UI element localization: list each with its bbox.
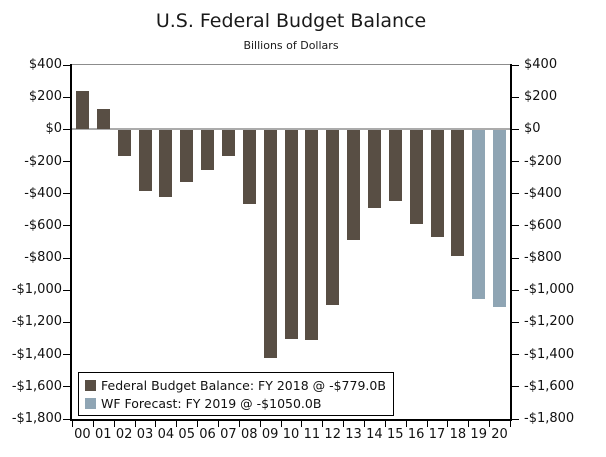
x-tick-label-06: 06 <box>199 427 216 442</box>
plot-top-border <box>72 64 510 65</box>
y-tick-label-right: $400 <box>524 57 558 72</box>
y-tick-label-left: $400 <box>28 57 62 72</box>
x-tick-label-14: 14 <box>366 427 383 442</box>
bar-federal-budget-balance-16 <box>410 130 423 224</box>
legend <box>78 372 394 416</box>
legend-label-forecast: WF Forecast: FY 2019 @ -$1050.0B <box>101 395 322 411</box>
y-tick-label-right: -$200 <box>524 153 562 169</box>
y-tick-label-right: -$600 <box>524 217 562 233</box>
y-tick-left <box>63 97 70 98</box>
y-tick-right <box>512 129 519 130</box>
bar-federal-budget-balance-15 <box>389 130 402 200</box>
y-tick-label-right: -$1,800 <box>524 411 575 426</box>
y-tick-label-right: -$1,000 <box>524 282 575 298</box>
y-tick-left <box>63 386 70 387</box>
x-tick-label-17: 17 <box>428 427 446 442</box>
x-tick <box>510 421 511 427</box>
y-tick-left <box>63 290 70 291</box>
x-tick-label-07: 07 <box>220 427 237 442</box>
x-tick-label-13: 13 <box>345 427 362 442</box>
x-tick-label-00: 00 <box>74 427 91 442</box>
legend-item-forecast <box>85 394 386 412</box>
bar-federal-budget-balance-03 <box>139 130 152 191</box>
y-tick-label-left: -$1,800 <box>11 411 62 426</box>
x-tick-label-05: 05 <box>178 427 195 442</box>
y-tick-label-right: $200 <box>524 89 558 105</box>
x-tick-label-15: 15 <box>386 427 404 442</box>
y-tick-label-left: -$400 <box>24 185 62 201</box>
y-tick-label-right: -$1,400 <box>524 346 575 362</box>
x-tick-label-11: 11 <box>303 427 321 442</box>
y-tick-left <box>63 419 70 420</box>
bar-federal-budget-balance-11 <box>305 130 318 339</box>
legend-item-actual <box>85 376 386 394</box>
bar-federal-budget-balance-14 <box>368 130 381 208</box>
x-tick-label-12: 12 <box>324 427 341 442</box>
y-tick-label-right: -$800 <box>524 250 562 266</box>
y-tick-right <box>512 258 519 259</box>
y-tick-right <box>512 419 519 420</box>
y-tick-right <box>512 386 519 387</box>
y-tick-right <box>512 225 519 226</box>
chart-title: U.S. Federal Budget Balance <box>155 10 427 32</box>
bar-federal-budget-balance-09 <box>264 130 277 357</box>
y-tick-right <box>512 65 519 66</box>
x-tick-label-04: 04 <box>157 427 175 442</box>
y-tick-left <box>63 225 70 226</box>
y-tick-label-left: -$1,200 <box>11 314 62 330</box>
bar-federal-budget-balance-17 <box>431 130 444 237</box>
y-tick-right <box>512 290 519 291</box>
bar-federal-budget-balance-02 <box>118 130 131 155</box>
x-tick-label-20: 20 <box>491 427 508 442</box>
y-tick-right <box>512 97 519 98</box>
legend-label-actual: Federal Budget Balance: FY 2018 @ -$779.0B <box>101 377 386 393</box>
y-tick-label-left: $0 <box>45 121 62 137</box>
y-tick-left <box>63 258 70 259</box>
legend-swatch-actual-icon <box>85 380 96 391</box>
y-tick-label-left: -$1,600 <box>11 378 62 394</box>
y-tick-label-left: -$200 <box>24 153 62 169</box>
x-tick-label-08: 08 <box>240 427 258 442</box>
y-tick-label-left: -$1,400 <box>11 346 62 362</box>
y-tick-label-right: $0 <box>524 121 541 137</box>
bar-federal-budget-balance-06 <box>201 130 214 170</box>
x-axis-line <box>70 419 512 421</box>
y-axis-right-line <box>510 64 512 421</box>
y-tick-left <box>63 65 70 66</box>
bar-federal-budget-balance-04 <box>159 130 172 196</box>
y-tick-label-left: -$600 <box>24 217 62 233</box>
bar-federal-budget-balance-00 <box>76 91 89 129</box>
x-tick-label-03: 03 <box>136 427 154 442</box>
y-tick-label-left: -$800 <box>24 250 62 266</box>
y-tick-label-right: -$1,600 <box>524 378 575 394</box>
y-tick-label-left: -$1,000 <box>11 282 62 298</box>
y-tick-right <box>512 354 519 355</box>
legend-swatch-forecast-icon <box>85 398 96 409</box>
bar-federal-budget-balance-01 <box>97 109 110 130</box>
x-tick-label-02: 02 <box>115 427 133 442</box>
y-tick-right <box>512 193 519 194</box>
x-tick-label-01: 01 <box>94 427 112 442</box>
bar-federal-budget-balance-08 <box>243 130 256 204</box>
y-tick-left <box>63 322 70 323</box>
y-tick-left <box>63 129 70 130</box>
y-tick-label-right: -$400 <box>524 185 562 201</box>
x-tick-label-09: 09 <box>261 427 279 442</box>
y-tick-left <box>63 193 70 194</box>
y-tick-right <box>512 322 519 323</box>
bar-federal-budget-balance-07 <box>222 130 235 156</box>
y-tick-label-left: $200 <box>28 89 62 105</box>
y-axis-left-line <box>70 64 72 421</box>
x-tick-label-16: 16 <box>407 427 425 442</box>
y-tick-label-right: -$1,200 <box>524 314 575 330</box>
bar-federal-budget-balance-05 <box>180 130 193 181</box>
y-tick-left <box>63 354 70 355</box>
bar-federal-budget-balance-13 <box>347 130 360 239</box>
chart-subtitle: Billions of Dollars <box>243 39 339 52</box>
x-tick-label-19: 19 <box>470 427 487 442</box>
bar-federal-budget-balance-10 <box>285 130 298 338</box>
bar-wf-forecast-19 <box>472 130 485 299</box>
y-tick-right <box>512 161 519 162</box>
bar-federal-budget-balance-18 <box>451 130 464 255</box>
x-tick-label-10: 10 <box>282 427 300 442</box>
x-tick-label-18: 18 <box>449 427 467 442</box>
y-tick-left <box>63 161 70 162</box>
bar-federal-budget-balance-12 <box>326 130 339 305</box>
bar-wf-forecast-20 <box>493 130 506 307</box>
